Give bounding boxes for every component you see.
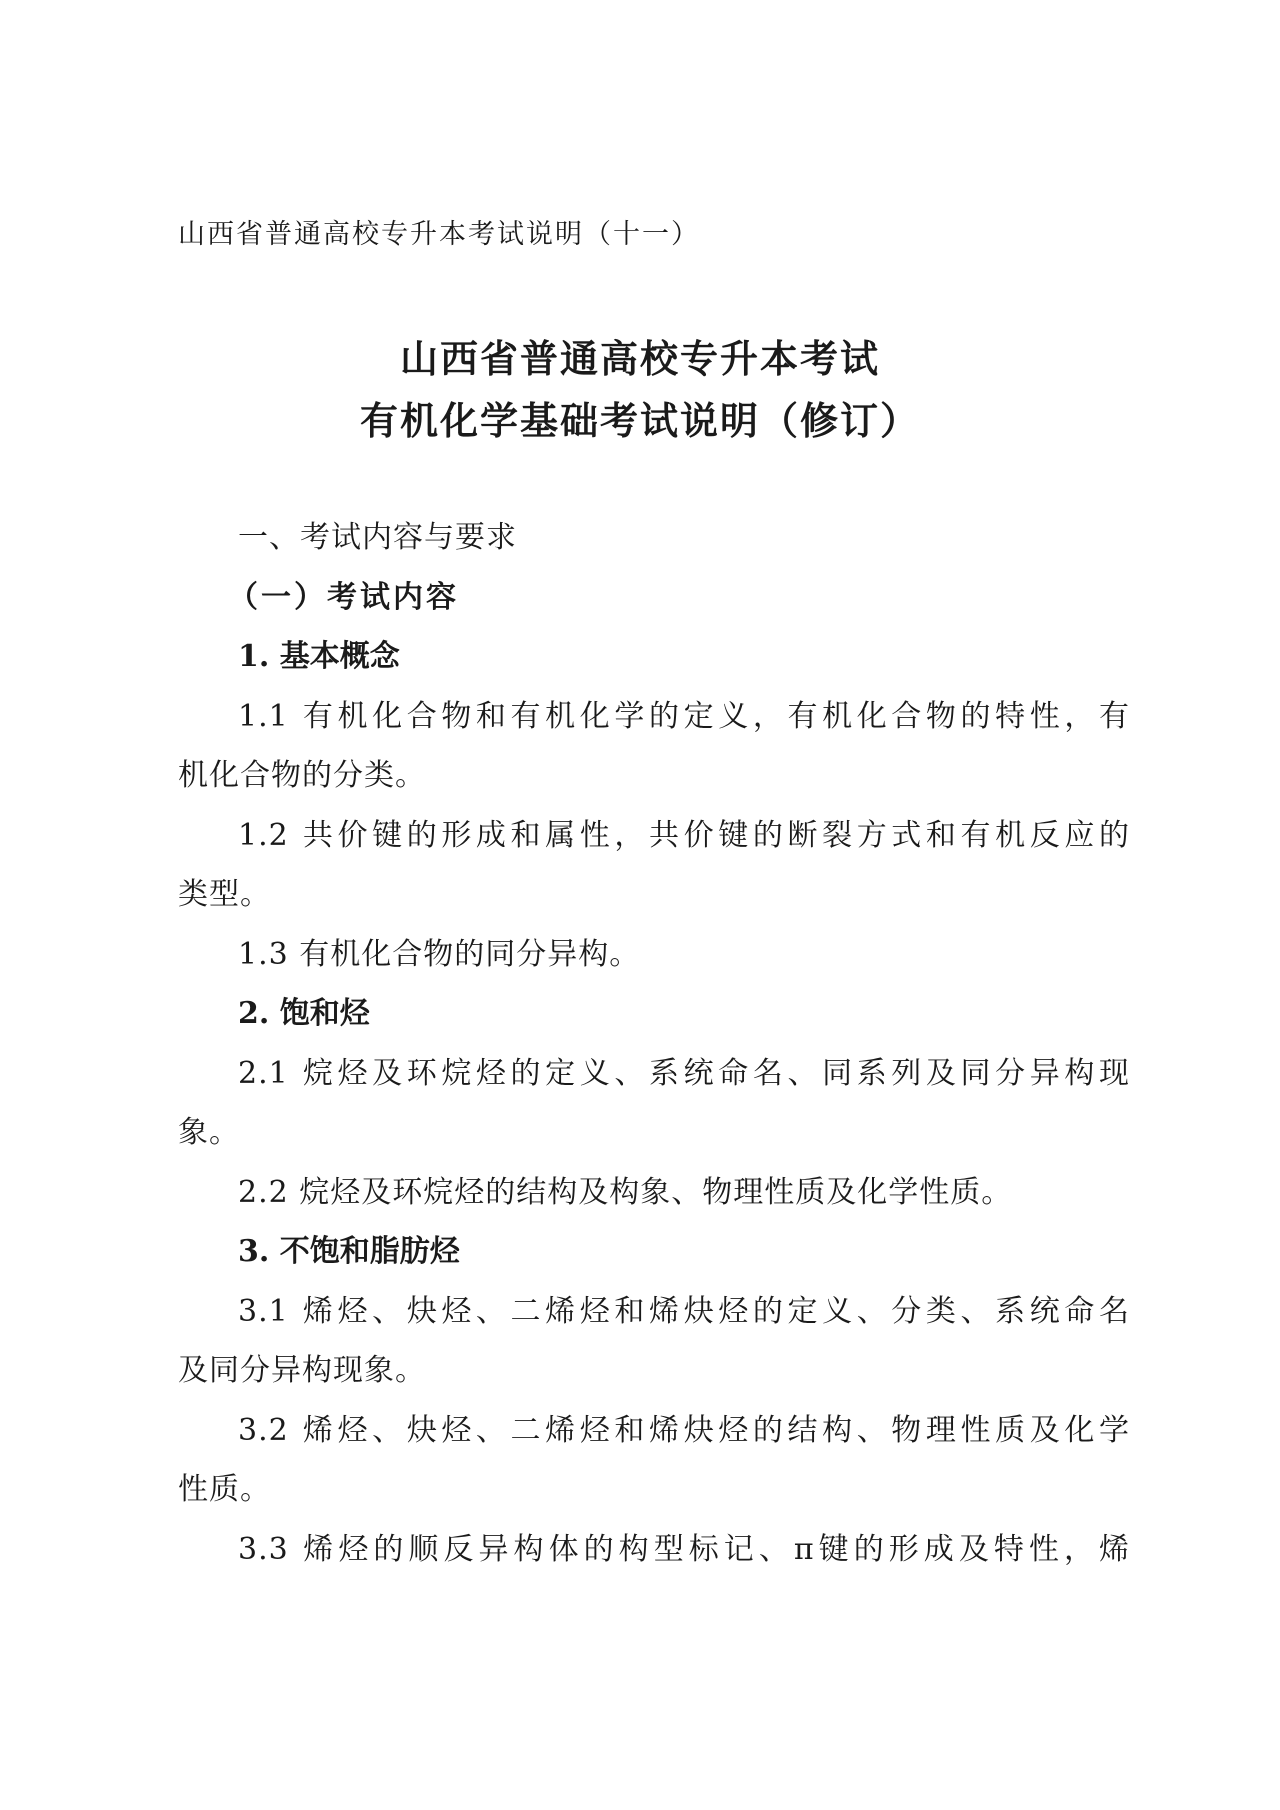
paragraph-line: 类型。 bbox=[178, 877, 271, 912]
paragraph-line: 3.3 烯烃的顺反异构体的构型标记、π键的形成及特性，烯 bbox=[238, 1531, 1130, 1567]
section-heading: 一、考试内容与要求 bbox=[238, 520, 517, 555]
paragraph-line: 1.1 有机化合物和有机化学的定义，有机化合物的特性，有 bbox=[238, 698, 1130, 734]
paragraph-line: 象。 bbox=[178, 1115, 240, 1150]
paragraph-line: 性质。 bbox=[178, 1472, 271, 1507]
paragraph-line: 2.1 烷烃及环烷烃的定义、系统命名、同系列及同分异构现 bbox=[238, 1055, 1130, 1091]
paragraph-line: 2.2 烷烃及环烷烃的结构及构象、物理性质及化学性质。 bbox=[238, 1174, 1013, 1210]
paragraph-line: 1.2 共价键的形成和属性，共价键的断裂方式和有机反应的 bbox=[238, 817, 1130, 853]
topic-heading-3: 3. 不饱和脂肪烃 bbox=[238, 1234, 460, 1269]
paragraph-line: 1.3 有机化合物的同分异构。 bbox=[238, 936, 641, 972]
document-title-line-1: 山西省普通高校专升本考试 bbox=[399, 337, 880, 381]
paragraph-line: 及同分异构现象。 bbox=[178, 1353, 426, 1388]
document-body bbox=[178, 508, 1130, 1579]
paragraph-line: 3.2 烯烃、炔烃、二烯烃和烯炔烃的结构、物理性质及化学 bbox=[238, 1412, 1130, 1448]
paragraph-line: 3.1 烯烃、炔烃、二烯烃和烯炔烃的定义、分类、系统命名 bbox=[238, 1293, 1130, 1329]
topic-heading-1: 1. 基本概念 bbox=[238, 639, 400, 674]
paragraph-line: 机化合物的分类。 bbox=[178, 758, 426, 793]
running-header: 山西省普通高校专升本考试说明（十一） bbox=[178, 219, 700, 250]
document-title-line-2: 有机化学基础考试说明（修订） bbox=[359, 399, 920, 443]
topic-heading-2: 2. 饱和烃 bbox=[238, 996, 370, 1031]
subsection-heading: （一）考试内容 bbox=[228, 579, 459, 615]
